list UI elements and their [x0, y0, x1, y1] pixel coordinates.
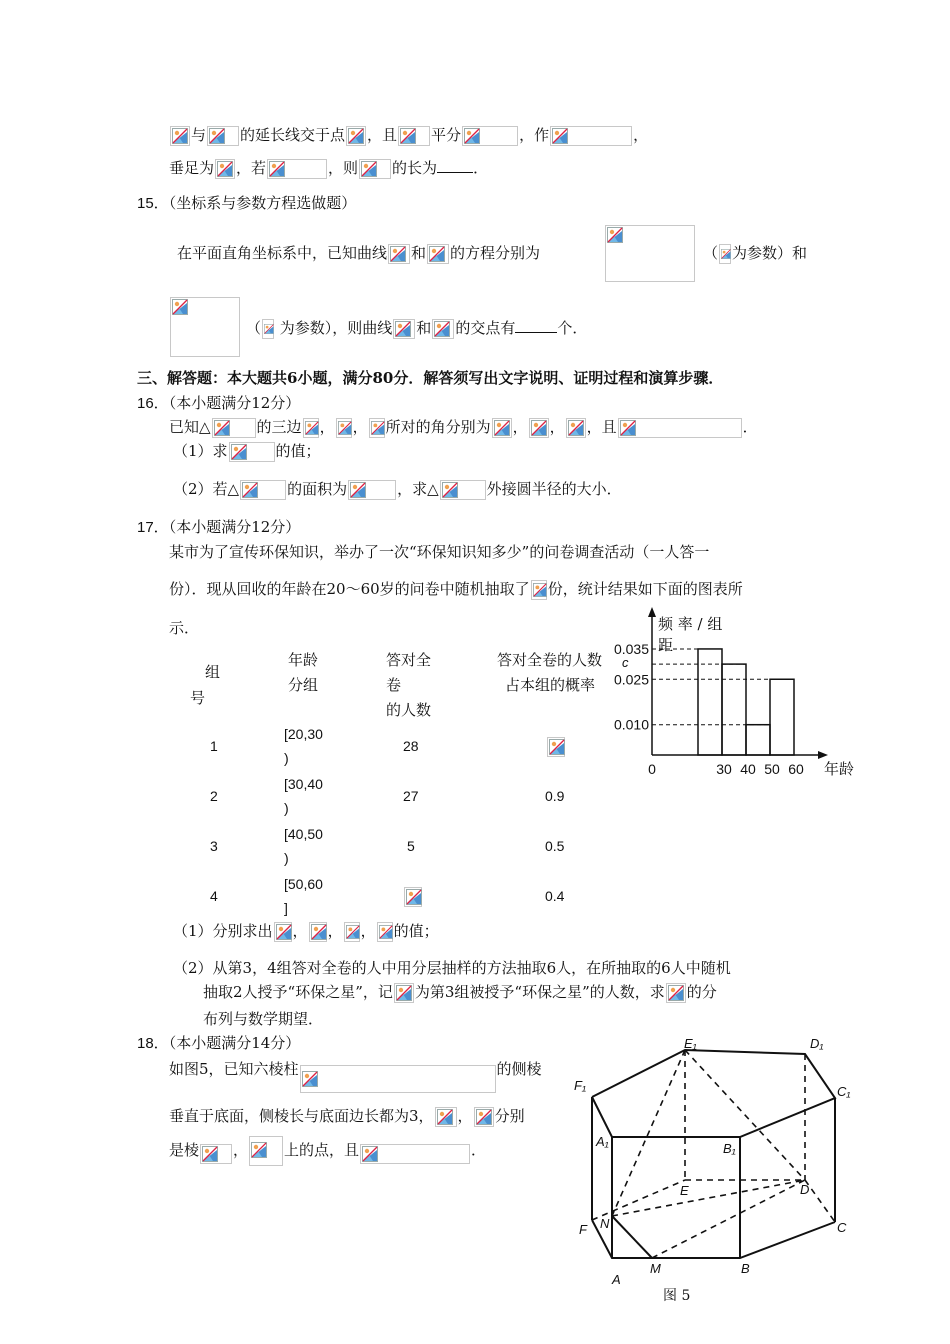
- label-A1: A₁: [596, 1134, 609, 1149]
- table-cell: 27: [403, 788, 419, 804]
- label-E: E: [680, 1183, 689, 1198]
- formula-image: [531, 580, 547, 600]
- label-B1: B₁: [723, 1141, 736, 1156]
- hexagonal-prism-figure: [560, 1030, 860, 1305]
- q16-part1: （1）求 的值；: [173, 442, 321, 460]
- formula-image: [393, 319, 415, 339]
- q16-heading: 16．（本小题满分12分）: [137, 394, 301, 412]
- y-tick-label: 0.010: [613, 716, 649, 733]
- answer-blank: [515, 318, 557, 333]
- q16-line1: 已知△ 的三边 ， ， 所对的角分别为 ， ， ，且 ．: [169, 418, 758, 436]
- label-E1: E₁: [684, 1036, 697, 1051]
- formula-image: [303, 418, 319, 438]
- y-tick-label: 0.035: [613, 640, 649, 657]
- label-M: M: [650, 1261, 661, 1276]
- histogram-bar: [746, 725, 770, 755]
- label-C: C: [837, 1220, 847, 1235]
- formula-image: [207, 126, 239, 146]
- formula-image: [348, 480, 396, 500]
- formula-image: [440, 480, 486, 500]
- table-cell: ): [284, 800, 289, 816]
- formula-image: [529, 418, 549, 438]
- edge-DC: [805, 1180, 835, 1222]
- age-histogram: [600, 605, 870, 785]
- q17-part1: （1）分别求出 ， ， ， 的值；: [173, 922, 439, 940]
- table-cell: 0.4: [545, 888, 565, 904]
- formula-image: [388, 244, 410, 264]
- label-F: F: [579, 1222, 587, 1237]
- label-B: B: [741, 1261, 750, 1276]
- table-cell: [40,50: [284, 826, 323, 842]
- line-ND: [612, 1180, 805, 1216]
- y-extra-label: c: [622, 654, 629, 670]
- formula-image: [300, 1065, 496, 1093]
- label-D1: D₁: [810, 1036, 824, 1051]
- formula-image: [618, 418, 742, 438]
- histogram-bar: [698, 649, 722, 755]
- x-tick-label: 0: [648, 761, 656, 777]
- figure-caption: 图 5: [663, 1288, 691, 1304]
- table-cell: ]: [284, 900, 288, 916]
- top-face-edges: [592, 1050, 835, 1137]
- edge-FE: [592, 1180, 685, 1220]
- x-axis-arrow: [818, 751, 828, 759]
- formula-image: [336, 418, 352, 438]
- line-NM: [612, 1216, 652, 1258]
- q15-heading: 15．（坐标系与参数方程选做题）: [137, 194, 357, 212]
- formula-image: [170, 126, 190, 146]
- label-D: D: [800, 1182, 810, 1197]
- q17-heading: 17．（本小题满分12分）: [137, 518, 301, 536]
- formula-image: [377, 922, 393, 942]
- formula-image: [547, 737, 565, 757]
- table-cell: 0.9: [545, 788, 565, 804]
- formula-image: [404, 887, 422, 907]
- y-tick-label: 0.025: [613, 671, 649, 688]
- y-axis-label: 频 率 / 组距: [658, 615, 723, 654]
- formula-image: [240, 480, 286, 500]
- x-tick-label: 50: [764, 761, 780, 777]
- answer-blank: [437, 158, 473, 173]
- formula-image: [309, 922, 327, 942]
- q16-part2: （2）若△ 的面积为 ，求△ 外接圆半径的大小．: [173, 480, 622, 498]
- formula-image: [398, 126, 430, 146]
- formula-image: [360, 1144, 470, 1164]
- line-E1D: [685, 1050, 805, 1180]
- q18-heading: 18．（本小题满分14分）: [137, 1034, 301, 1052]
- formula-image: [474, 1107, 494, 1127]
- table-cell: 28: [403, 738, 419, 754]
- table-cell: 4: [210, 888, 218, 904]
- formula-image: [432, 319, 454, 339]
- q15-line1-tail: （ 为参数）和: [703, 244, 808, 262]
- table-cell: ): [284, 750, 289, 766]
- q17-part2-line2: 抽取2人授予“环保之星”，记 为第3组被授予“环保之星”的人数，求 的分: [203, 983, 717, 1001]
- table-cell: 5: [407, 838, 415, 854]
- table-cell: [50,60: [284, 876, 323, 892]
- line-MD: [652, 1180, 805, 1258]
- formula-image: [435, 1107, 457, 1127]
- q14-line1: 与 的延长线交于点 ，且 平分 ，作 ，: [169, 125, 648, 146]
- table-cell: 3: [210, 838, 218, 854]
- formula-image: [267, 159, 327, 179]
- formula-image: [229, 442, 275, 462]
- histogram-bar: [722, 664, 746, 755]
- x-tick-label: 40: [740, 761, 756, 777]
- formula-image: [427, 244, 449, 264]
- q17-part2-line3: 布列与数学期望．: [203, 1010, 324, 1028]
- formula-image: [200, 1144, 232, 1164]
- formula-image: [605, 225, 695, 282]
- formula-image: [212, 418, 256, 438]
- table-cell: [20,30: [284, 726, 323, 742]
- table-cell: 2: [210, 788, 218, 804]
- q17-line3: 示．: [169, 619, 200, 637]
- label-A: A: [612, 1272, 621, 1287]
- formula-image: [666, 983, 686, 1003]
- section-heading: 三、解答题：本大题共6小题，满分80分．解答须写出文字说明、证明过程和演算步骤．: [137, 369, 724, 387]
- y-axis-arrow: [648, 607, 656, 617]
- table-cell: 0.5: [545, 838, 565, 854]
- formula-image: [462, 126, 518, 146]
- formula-image: [492, 418, 512, 438]
- q18-line2: 垂直于底面，侧棱长与底面边长都为3， ， 分别: [169, 1107, 525, 1125]
- formula-image: [394, 983, 414, 1003]
- formula-image: [262, 319, 274, 339]
- x-tick-label: 60: [788, 761, 804, 777]
- histogram-bar: [770, 679, 794, 755]
- q15-line2: （ 为参数），则曲线 和 的交点有 个．: [246, 319, 588, 337]
- formula-image: [346, 126, 366, 146]
- q17-line2: 份）．现从回收的年龄在20～60岁的问卷中随机抽取了 份，统计结果如下面的图表所: [169, 580, 743, 598]
- formula-image: [550, 126, 632, 146]
- label-F1: F₁: [574, 1078, 587, 1093]
- formula-image: [344, 922, 360, 942]
- bottom-face-edges: [592, 1220, 835, 1258]
- label-N: N: [600, 1216, 610, 1231]
- label-C1: C₁: [837, 1084, 851, 1099]
- formula-image: [359, 159, 391, 179]
- formula-image: [369, 418, 385, 438]
- q15-line1: 在平面直角坐标系中，已知曲线 和 的方程分别为: [177, 244, 541, 262]
- formula-image: [274, 922, 292, 942]
- table-cell: [30,40: [284, 776, 323, 792]
- formula-image: [215, 159, 235, 179]
- formula-image: [170, 297, 240, 357]
- q17-line1: 某市为了宣传环保知识，举办了一次“环保知识知多少”的问卷调查活动（一人答一: [169, 543, 710, 561]
- q17-part2-line1: （2）从第3，4组答对全卷的人中用分层抽样的方法抽取6人，在所抽取的6人中随机: [173, 959, 731, 977]
- formula-image: [249, 1136, 283, 1166]
- formula-image: [566, 418, 586, 438]
- line-E1N: [612, 1050, 685, 1216]
- q18-line1: 如图5，已知六棱柱 的侧棱: [169, 1059, 542, 1093]
- x-tick-label: 30: [716, 761, 732, 777]
- table-cell: 1: [210, 738, 218, 754]
- x-axis-label: 年龄: [824, 760, 855, 778]
- q14-line2: 垂足为 ，若 ，则 的长为 ．: [169, 159, 489, 177]
- q18-line3: 是棱 ， 上的点，且 ．: [169, 1136, 486, 1166]
- formula-image: [719, 244, 731, 264]
- table-cell: ): [284, 850, 289, 866]
